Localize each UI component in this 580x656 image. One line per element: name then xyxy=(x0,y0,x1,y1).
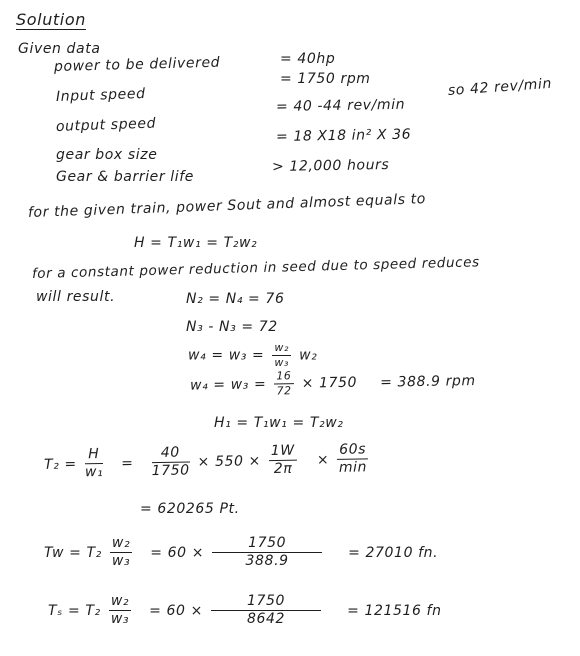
equation-power: H = T₁w₁ = T₂w₂ xyxy=(134,235,258,251)
equation-ts: Tₛ = T₂ $\frac{\text{w₂}}{\text{w₃}}$ = 60 × $\frac{1750}{8642}$ = 121516 fn xyxy=(48,593,442,628)
given-label-power: power to be delivered xyxy=(53,54,221,75)
paragraph-will-result: will result. xyxy=(36,289,116,305)
fraction-60s-min: $\frac{60s}{\min}$ xyxy=(338,441,368,477)
equation-h-torque: H₁ = T₁w₁ = T₂w₂ xyxy=(214,415,344,431)
equation-tw: Tw = T₂ $\frac{\text{w₂}}{\text{w₃}}$ = 60 × $\frac{1750}{388.9}$ = 27010 fn. xyxy=(44,535,439,570)
given-label-gearbox: gear box size xyxy=(56,147,158,163)
given-label-life: Gear & barrier life xyxy=(56,169,195,185)
equation-n-teeth-2: N₃ - N₃ = 72 xyxy=(186,319,278,335)
given-label-output-speed: output speed xyxy=(55,115,157,135)
equation-omega-ratio: w₄ = w₃ = $\frac{\text{w₂}}{\text{w₃}}$ w₂ xyxy=(188,341,318,370)
given-value-input-speed: = 1750 rpm xyxy=(280,71,371,87)
fraction-omega: $\frac{\text{w₂}}{\text{w₃}}$ xyxy=(274,341,290,370)
given-value-gearbox: = 18 X18 in² X 36 xyxy=(275,126,412,145)
fraction-1750-388: $\frac{1750}{388.9}$ xyxy=(212,536,322,570)
fraction-1750-8642: $\frac{1750}{8642}$ xyxy=(211,594,321,628)
given-value-output-speed: = 40 -44 rev/min xyxy=(275,96,406,115)
paragraph-power-equal: for the given train, power Sout and almost equals to xyxy=(27,191,427,221)
given-value-life: > 12,000 hours xyxy=(271,156,390,175)
fraction-1w-2pi: $\frac{1W}{2\pi}$ xyxy=(269,444,298,478)
given-heading: Given data xyxy=(18,41,101,57)
equation-t2: T₂ = $\frac{H}{\text{w₁}}$ = $\frac{40}{1750}$ × 550 × $\frac{1W}{2\pi}$ × $\frac{60s}{\min}$ xyxy=(43,441,368,481)
result-t2: = 620265 Pt. xyxy=(140,501,240,517)
equation-n-teeth-1: N₂ = N₄ = 76 xyxy=(186,291,285,307)
fraction-40-1750: $\frac{40}{1750}$ xyxy=(151,444,190,480)
given-label-input-speed: Input speed xyxy=(55,85,146,105)
paragraph-constant-power: for a constant power reduction in seed due to speed reduces xyxy=(31,254,480,282)
fraction-16-72: $\frac{16}{72}$ xyxy=(276,369,292,398)
fraction-w2-w3-b: $\frac{\text{w₂}}{\text{w₃}}$ xyxy=(110,593,130,628)
fraction-w2-w3-a: $\frac{\text{w₂}}{\text{w₃}}$ xyxy=(111,535,131,570)
fraction-h-over-w1: $\frac{H}{\text{w₁}}$ xyxy=(84,446,104,481)
solution-title: Solution xyxy=(16,10,86,29)
given-note-output-speed: so 42 rev/min xyxy=(447,75,553,99)
given-value-power: = 40hp xyxy=(280,51,336,67)
equation-omega-value: w₄ = w₃ = $\frac{16}{72}$ × 1750 = 388.9 rpm xyxy=(189,369,476,398)
